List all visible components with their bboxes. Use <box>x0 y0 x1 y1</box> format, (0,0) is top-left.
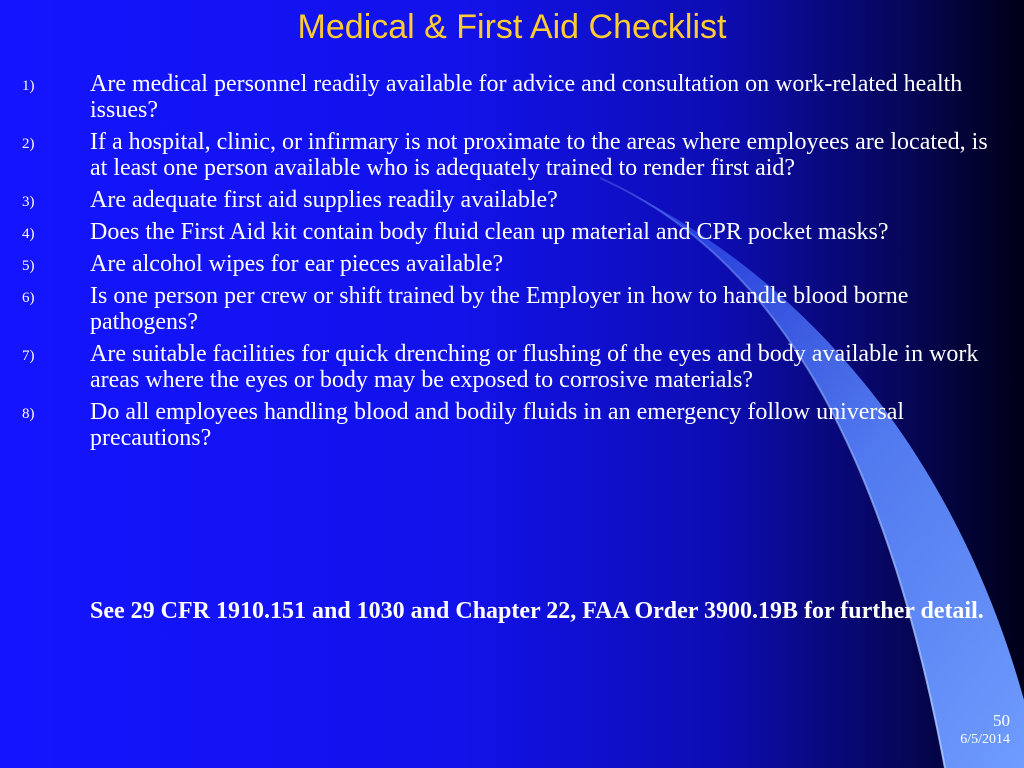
item-number: 1) <box>22 78 35 94</box>
reference-note: See 29 CFR 1910.151 and 1030 and Chapter 22, FAA Order 3900.19B for further detail. <box>90 598 984 624</box>
item-number: 5) <box>22 258 35 274</box>
item-text: Are medical personnel readily available for advice and consultation on work-related health issues? <box>90 71 963 123</box>
item-text: Is one person per crew or shift trained by the Employer in how to handle blood borne pathogens? <box>90 283 909 335</box>
checklist-item <box>0 341 1010 393</box>
item-number: 7) <box>22 348 35 364</box>
item-text: Are suitable facilities for quick drenching or flushing of the eyes and body available in work areas where the eyes or body may be exposed to corrosive materials? <box>90 341 979 393</box>
slide-date: 6/5/2014 <box>960 732 1010 747</box>
item-text: Do all employees handling blood and bodily fluids in an emergency follow universal precautions? <box>90 399 905 451</box>
checklist-item <box>0 71 1010 123</box>
page-number: 50 <box>993 711 1010 730</box>
checklist <box>0 71 1010 457</box>
item-number: 8) <box>22 406 35 422</box>
item-text: Are adequate first aid supplies readily available? <box>90 187 558 213</box>
item-text: Does the First Aid kit contain body fluid clean up material and CPR pocket masks? <box>90 219 889 245</box>
slide-footer <box>960 711 1010 749</box>
checklist-item <box>0 251 1010 277</box>
checklist-item <box>0 283 1010 335</box>
slide-title: Medical & First Aid Checklist <box>297 8 727 46</box>
item-number: 6) <box>22 290 35 306</box>
item-number: 3) <box>22 194 35 210</box>
item-number: 2) <box>22 136 35 152</box>
item-text: If a hospital, clinic, or infirmary is not proximate to the areas where employees are located, is at least one person available who is adequately trained to render first aid? <box>90 129 988 181</box>
item-number: 4) <box>22 226 35 242</box>
item-text: Are alcohol wipes for ear pieces available? <box>90 251 504 277</box>
checklist-item <box>0 187 1010 213</box>
checklist-item <box>0 129 1010 181</box>
checklist-item <box>0 219 1010 245</box>
checklist-item <box>0 399 1010 451</box>
